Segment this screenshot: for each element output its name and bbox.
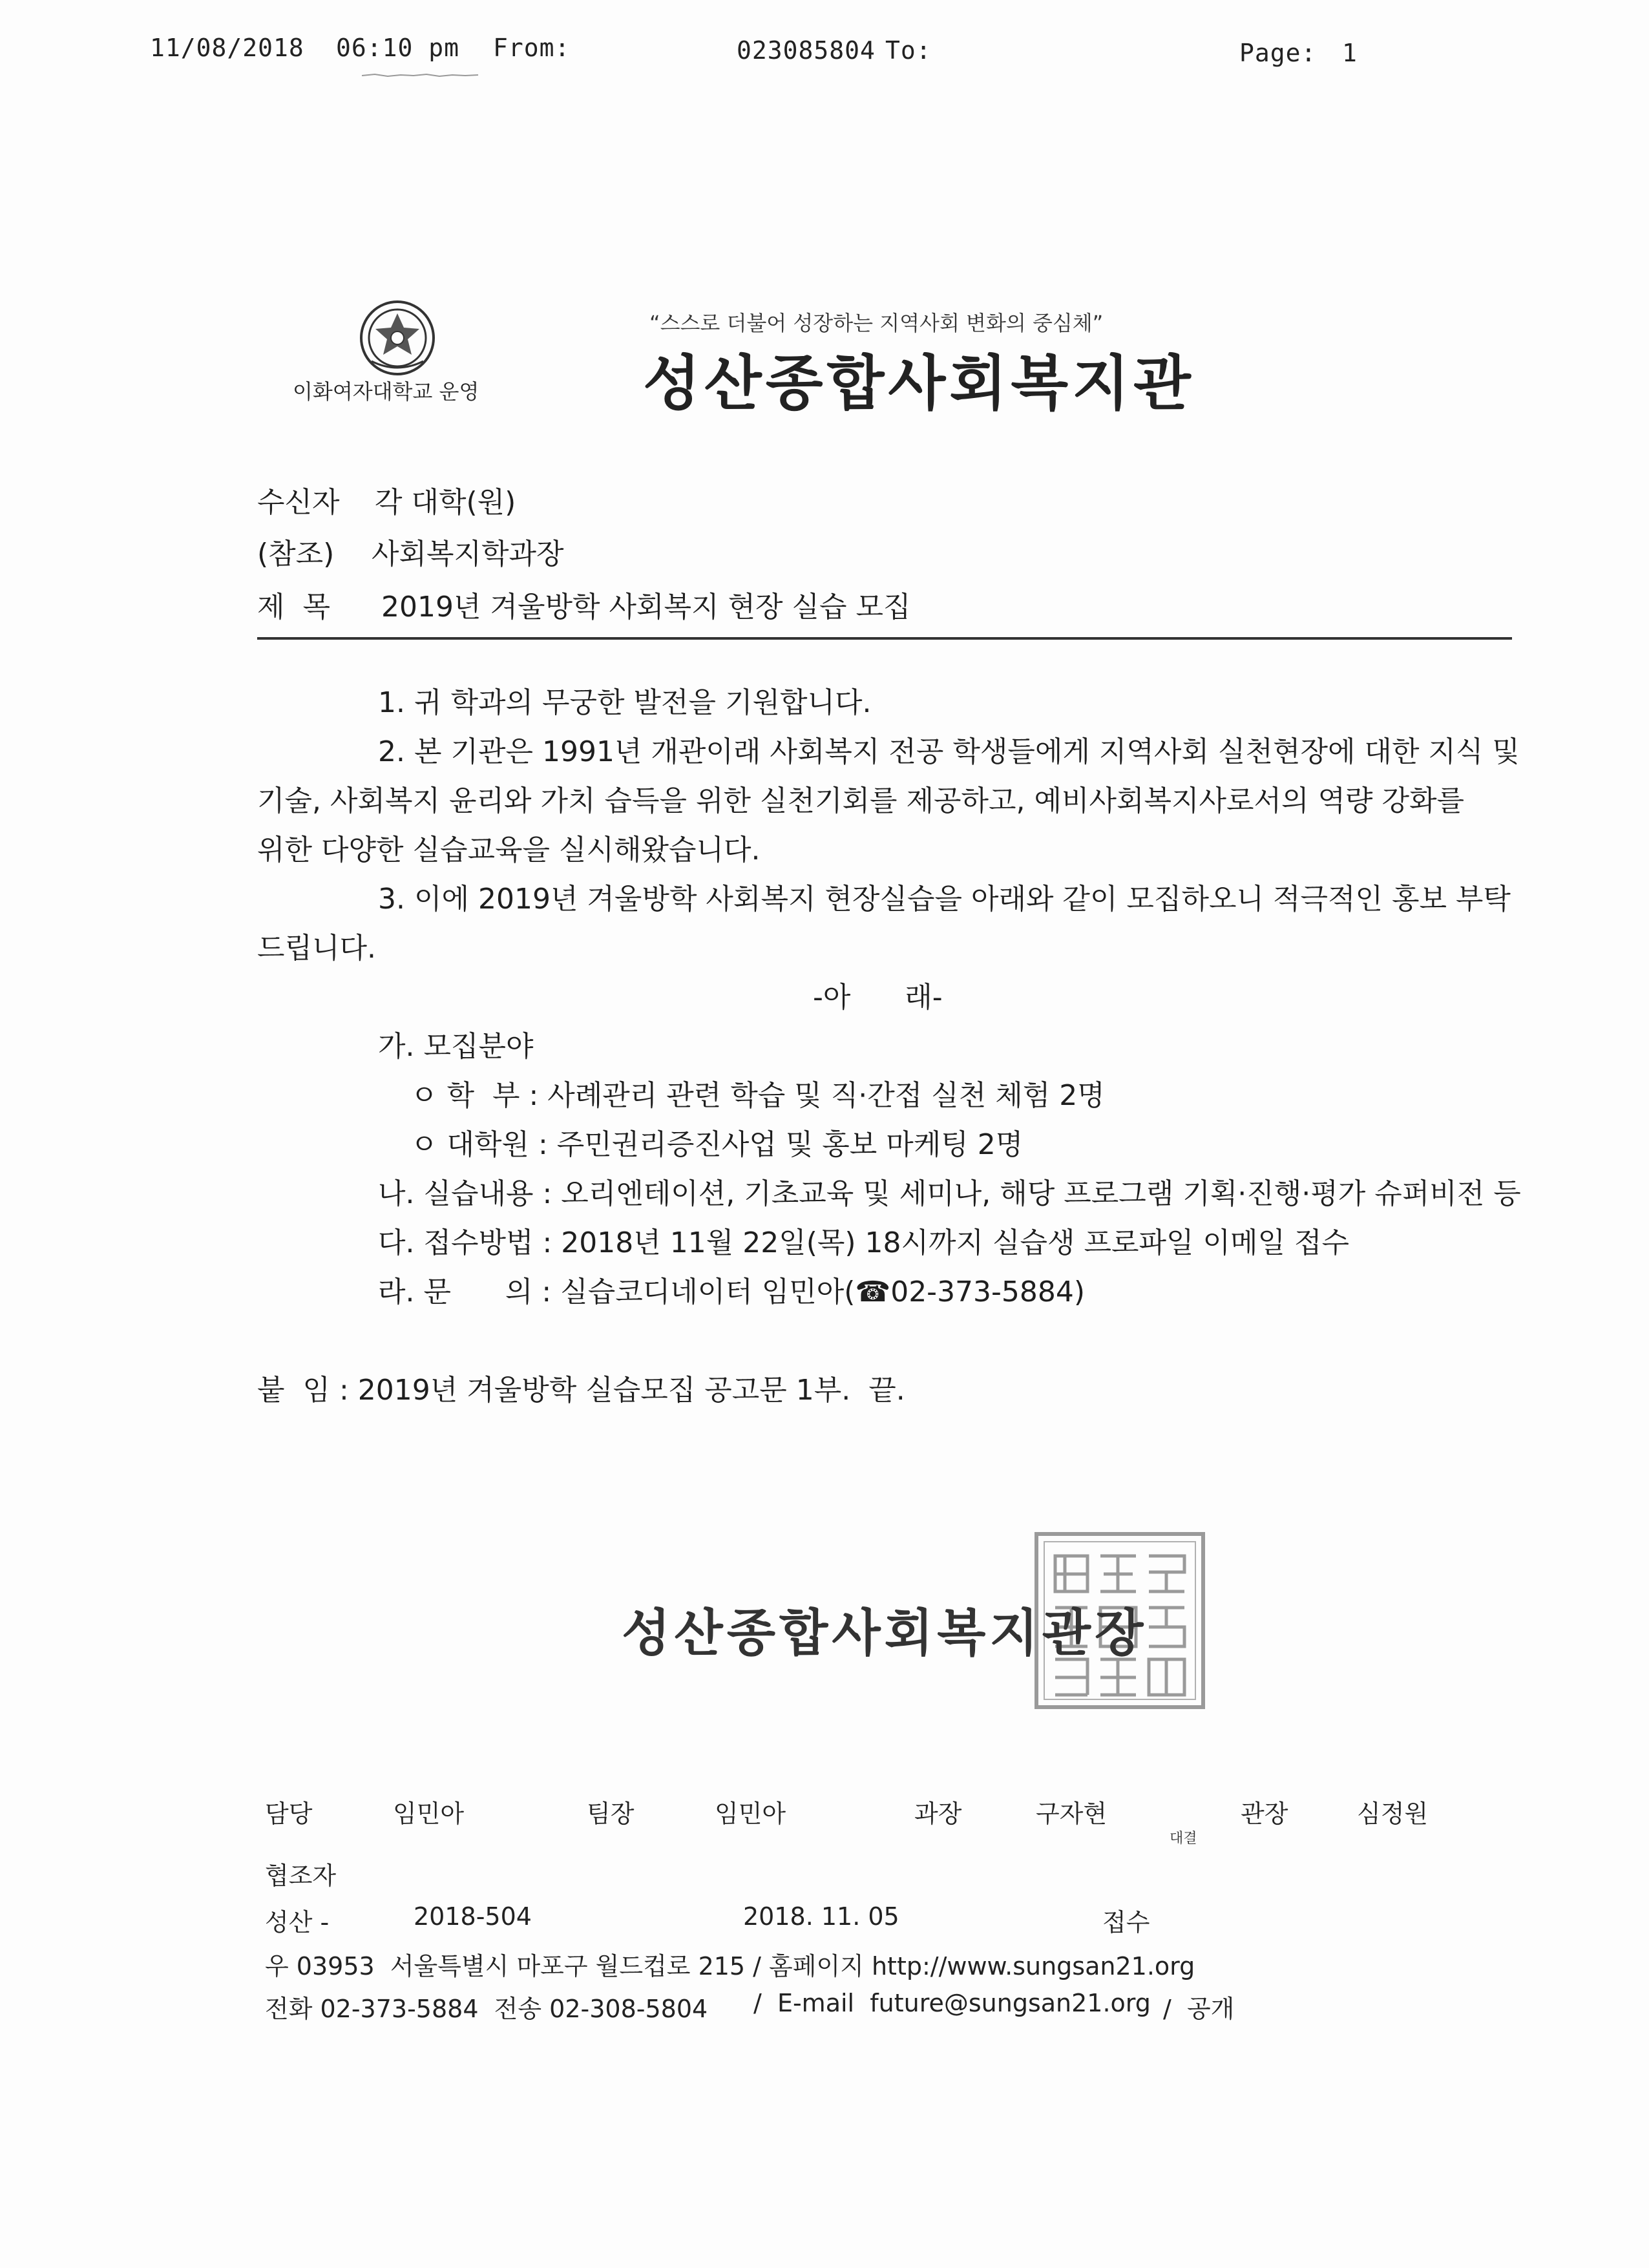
paragraph-3-line-2: 드립니다.	[257, 932, 377, 965]
approval-role-1-name: 임민아	[393, 1800, 465, 1828]
fax-to-label: To:	[885, 36, 932, 65]
inquiry-contact: 라. 문 의 : 실습코디네이터 임민아(☎02-373-5884)	[378, 1276, 1086, 1308]
org-slogan: “스스로 더불어 성장하는 지역사회 변화의 중심체”	[649, 311, 1104, 335]
approval-role-4-label: 관장	[1241, 1800, 1288, 1828]
practice-content: 나. 실습내용 : 오리엔테이션, 기초교육 및 세미나, 해당 프로그램 기획·진행·평가 슈퍼비전 등	[378, 1177, 1521, 1210]
recruit-field-label: 가. 모집분야	[378, 1030, 534, 1063]
approval-role-2-label: 팀장	[587, 1800, 635, 1828]
ref-value: 사회복지학과장	[372, 538, 564, 571]
approval-role-3-name: 구자현	[1036, 1800, 1108, 1828]
details-heading: -아 래-	[813, 981, 943, 1014]
subject-value: 2019년 겨울방학 사회복지 현장 실습 모집	[381, 591, 911, 624]
cooperator-label: 협조자	[265, 1862, 337, 1890]
header-scribble	[362, 71, 478, 80]
fax-page-number: 1	[1342, 39, 1358, 67]
footer-phone: 전화 02-373-5884 전송 02-308-5804	[265, 1995, 708, 2023]
university-emblem-icon	[359, 299, 436, 377]
paragraph-2-line-2: 기술, 사회복지 윤리와 가치 습득을 위한 실천기회를 제공하고, 예비사회복지사로서의 역량 강화를	[257, 784, 1464, 817]
recruit-undergrad: ㅇ 학 부 : 사례관리 관련 학습 및 직·간접 실천 체험 2명	[410, 1079, 1105, 1112]
to-label: 수신자	[257, 486, 340, 519]
fax-from-label: From:	[493, 34, 571, 62]
paragraph-2-line-3: 위한 다양한 실습교육을 실시해왔습니다.	[257, 834, 761, 866]
subject-divider	[257, 637, 1512, 640]
recruit-grad: ㅇ 대학원 : 주민권리증진사업 및 홍보 마케팅 2명	[410, 1128, 1024, 1161]
fax-date: 11/08/2018	[150, 34, 304, 62]
doc-date: 2018. 11. 05	[743, 1902, 899, 1931]
doc-number: 2018-504	[414, 1902, 532, 1931]
paragraph-3-line-1: 3. 이에 2019년 겨울방학 사회복지 현장실습을 아래와 같이 모집하오니 적극적인 홍보 부탁	[378, 883, 1511, 916]
org-name-title: 성산종합사회복지관	[643, 349, 1195, 418]
approval-role-1-label: 담당	[265, 1800, 313, 1828]
attachment-line: 붙 임 : 2019년 겨울방학 실습모집 공고문 1부. 끝.	[257, 1374, 905, 1407]
ref-label: (참조)	[257, 538, 335, 571]
footer-email[interactable]: / E-mail future@sungsan21.org	[753, 1989, 1151, 2017]
fax-time: 06:10 pm	[336, 34, 460, 62]
approval-role-4-name: 심정원	[1357, 1800, 1429, 1828]
footer-public: / 공개	[1163, 1995, 1235, 2023]
approval-role-2-name: 임민아	[715, 1800, 786, 1828]
subject-label: 제 목	[257, 591, 330, 624]
fax-number: 023085804	[737, 36, 876, 65]
doc-number-prefix: 성산 -	[265, 1908, 330, 1937]
operated-by: 이화여자대학교 운영	[293, 379, 479, 404]
to-value: 각 대학(원)	[375, 486, 516, 519]
received-label: 접수	[1102, 1908, 1150, 1937]
approval-proxy-mark: 대결	[1170, 1831, 1197, 1847]
fax-page-label: Page:	[1239, 39, 1317, 67]
paragraph-2-line-1: 2. 본 기관은 1991년 개관이래 사회복지 전공 학생들에게 지역사회 실천현장에 대한 지식 및	[378, 735, 1520, 768]
signer-title: 성산종합사회복지관장	[622, 1604, 1148, 1663]
paragraph-1: 1. 귀 학과의 무궁한 발전을 기원합니다.	[378, 686, 872, 719]
application-method: 다. 접수방법 : 2018년 11월 22일(목) 18시까지 실습생 프로파일 이메일 접수	[378, 1226, 1350, 1259]
footer-address: 우 03953 서울특별시 마포구 월드컵로 215 / 홈페이지 http://www.sungsan21.org	[265, 1952, 1195, 1980]
approval-role-3-label: 과장	[914, 1800, 962, 1828]
